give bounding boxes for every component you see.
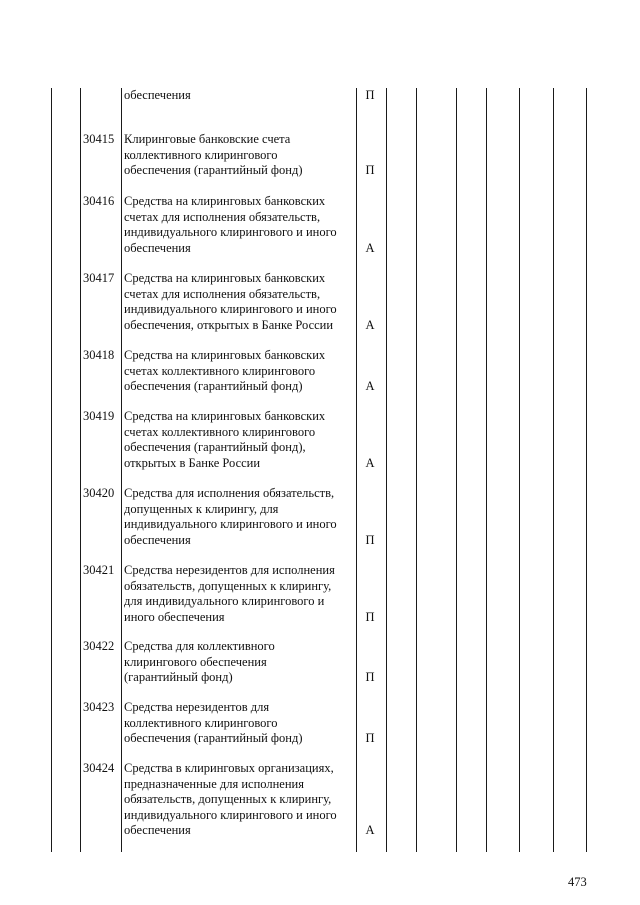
account-code: 30424: [83, 761, 115, 775]
account-name: Средства для коллективного клирингового обеспечения (гарантийный фонд): [124, 639, 275, 685]
column-line: [586, 88, 587, 852]
column-line: [519, 88, 520, 852]
account-type: П: [365, 670, 375, 684]
account-name: Средства в клиринговых организациях, предназначенные для исполнения обязательств, допущенных к клирингу, индивидуального клирингового и иного обеспечения: [124, 761, 337, 838]
account-name: Средства нерезидентов для исполнения обязательств, допущенных к клирингу, для индивидуального клирингового и иного обеспечения: [124, 563, 335, 624]
account-name: Средства на клиринговых банковских счетах для исполнения обязательств, индивидуального клирингового и иного обеспечения, открытых в Банке России: [124, 271, 337, 332]
column-line: [80, 88, 81, 852]
account-name: Средства на клиринговых банковских счетах коллективного клирингового обеспечения (гарантийный фонд): [124, 348, 326, 394]
account-code: 30416: [83, 194, 115, 208]
account-name: Средства на клиринговых банковских счетах для исполнения обязательств, индивидуального клирингового и иного обеспечения: [124, 194, 337, 255]
account-code: 30420: [83, 486, 115, 500]
account-code: 30418: [83, 348, 115, 362]
column-line: [553, 88, 554, 852]
column-line: [51, 88, 52, 852]
column-line: [386, 88, 387, 852]
account-name: Средства для исполнения обязательств, допущенных к клирингу, для индивидуального клирингового и иного обеспечения: [124, 486, 337, 547]
account-type: П: [365, 610, 375, 624]
account-type: А: [365, 456, 375, 470]
account-name: обеспечения: [124, 88, 191, 102]
column-line: [456, 88, 457, 852]
account-code: 30421: [83, 563, 115, 577]
account-code: 30423: [83, 700, 115, 714]
account-code: 30422: [83, 639, 115, 653]
account-name: Средства нерезидентов для коллективного клирингового обеспечения (гарантийный фонд): [124, 700, 303, 746]
account-code: 30415: [83, 132, 115, 146]
account-type: А: [365, 823, 375, 837]
account-type: П: [365, 731, 375, 745]
account-name: Клиринговые банковские счета коллективного клирингового обеспечения (гарантийный фонд): [124, 132, 303, 178]
account-code: 30419: [83, 409, 115, 423]
page-number: 473: [568, 875, 587, 889]
account-type: А: [365, 318, 375, 332]
account-type: А: [365, 241, 375, 255]
account-type: П: [365, 533, 375, 547]
column-line: [486, 88, 487, 852]
account-code: 30417: [83, 271, 115, 285]
account-name: Средства на клиринговых банковских счетах коллективного клирингового обеспечения (гарантийный фонд), открытых в Банке России: [124, 409, 326, 470]
column-line: [416, 88, 417, 852]
account-type: П: [365, 163, 375, 177]
account-type: А: [365, 379, 375, 393]
account-type: П: [365, 88, 375, 102]
